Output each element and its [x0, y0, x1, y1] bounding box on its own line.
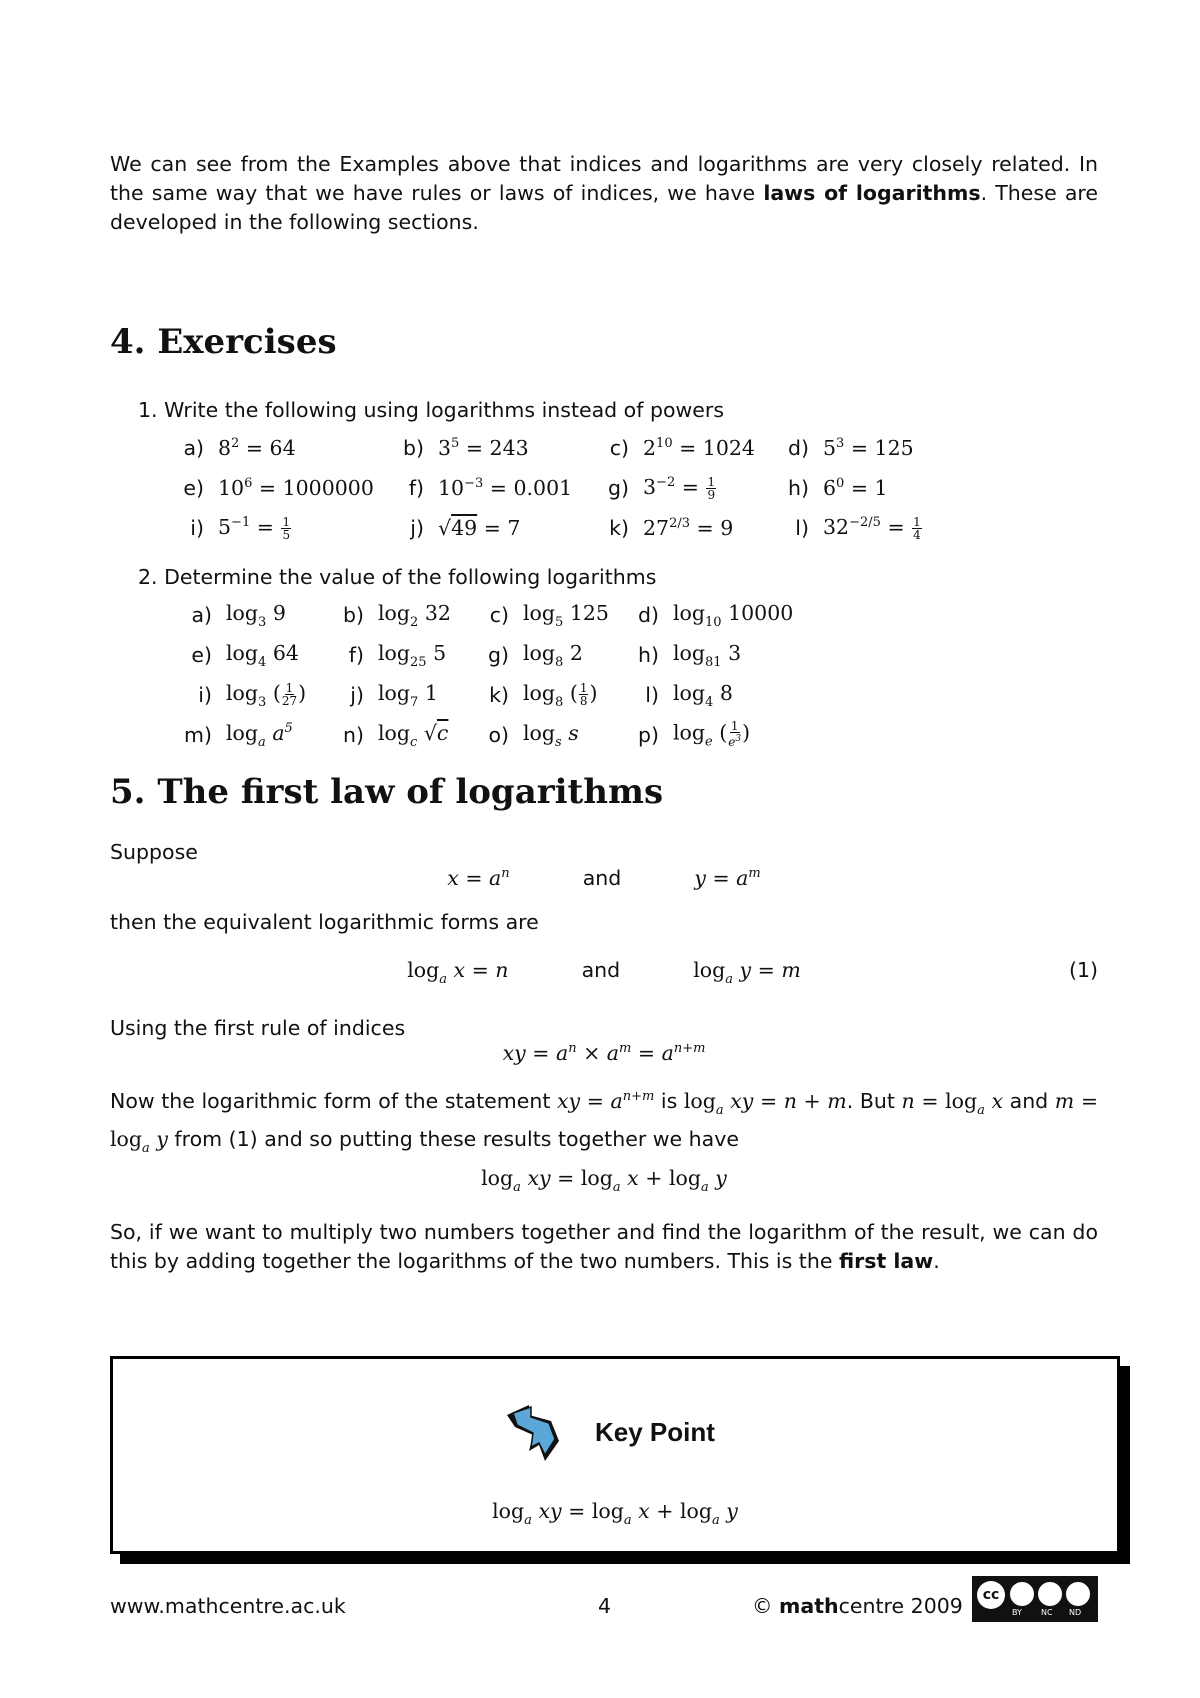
ex2-item: i) $\log_3$ ( $\frac{1}{27}$ ) [198, 680, 307, 710]
ex2-item: n) $\log_c √c$ [343, 720, 449, 750]
nd-label: ND [1069, 1608, 1082, 1617]
cc-license-badge [972, 1576, 1098, 1622]
exercise-1-prompt: 1. Write the following using logarithms instead of powers [138, 398, 725, 422]
ex1-item: i) $5^{-1}$ = $\frac{1}{5}$ [190, 515, 291, 542]
key-point-title: Key Point [595, 1417, 715, 1447]
footer-copyright [752, 1594, 963, 1618]
now-paragraph: Now the logarithmic form of the statement xy = $a^{n+m}$ is $\log_a$ xy = n + m. But $n = \log_a x$ and $m = \log_a y$ from (1) and so putting these results together we have [110, 1089, 1098, 1156]
ex2-item: k) $\log_8$ ( $\frac{1}{8}$ ) [489, 680, 598, 710]
ex2-item: f) $\log_{25} 5$ [348, 640, 447, 670]
cc-icon: cc [977, 1581, 1005, 1609]
brand-bold: math [779, 1594, 839, 1618]
section-5-title: 5. The first law of logarithms [110, 772, 664, 812]
ex2-item: c) $\log_5 125$ [489, 600, 609, 630]
ex2-item: j) $\log_7 1$ [350, 680, 438, 710]
ex1-item: e) $10^6 = 1000000$ [183, 476, 374, 500]
ex2-item: e) $\log_4 64$ [191, 640, 299, 670]
footer-url: www.mathcentre.ac.uk [110, 1594, 346, 1618]
by-label: BY [1012, 1608, 1022, 1617]
key-point-arrow-icon [499, 1401, 565, 1467]
nc-icon [1038, 1582, 1062, 1606]
ex1-item: g) $3^{-2}$ = $\frac{1}{9}$ [607, 475, 716, 502]
page-number: 4 [598, 1594, 612, 1618]
brand-rest: centre 2009 [838, 1594, 963, 1618]
document-page [110, 0, 1098, 1698]
exercise-2-grid [182, 595, 797, 755]
key-point-box [110, 1356, 1120, 1554]
ex1-item: j) √49 = 7 [410, 516, 521, 540]
ex2-item: o) $\log_s s$ [488, 720, 579, 750]
ex1-item: b) $3^5 = 243$ [402, 436, 529, 460]
ex1-item: l) $32^{-2/5}$ = $\frac{1}{4}$ [795, 515, 921, 542]
key-point-equation: $\log_a$ xy = $\log_a x + \log_a y$ [492, 1499, 738, 1528]
ex2-item: h) $\log_{81} 3$ [638, 640, 742, 670]
so-paragraph: So, if we want to multiply two numbers together and find the logarithm of the result, we can do this by adding together the logarithms of the two numbers. This is the first law. [110, 1220, 1098, 1273]
equation-indices: xy = $a^n \times a^m = a^{n+m}$ [502, 1041, 706, 1065]
ex2-item: b) $\log_2 32$ [342, 600, 451, 630]
nd-icon [1066, 1582, 1090, 1606]
ex2-item: m) $\log_a a^5$ [184, 720, 293, 750]
exercise-1-grid [182, 428, 987, 548]
ex1-item: c) $2^{10} = 1024$ [609, 436, 755, 460]
ex2-item: a) $\log_3 9$ [191, 600, 286, 630]
ex1-item: f) $10^{-3} = 0.001$ [408, 476, 573, 500]
ex2-item: g) $\log_8 2$ [487, 640, 583, 670]
equation-logforms: $\log_a x = n$ and $\log_a y = m$ [407, 958, 801, 987]
by-icon [1010, 1582, 1034, 1606]
ex1-item: d) $5^3 = 125$ [787, 436, 914, 460]
copyright-symbol: © [752, 1594, 773, 1618]
intro-bold: laws of logarithms [763, 181, 981, 205]
using-text: Using the first rule of indices [110, 1016, 406, 1040]
intro-paragraph [110, 150, 1098, 237]
equation-powers: $x = a^n$ and $y = a^m$ [447, 866, 761, 890]
ex1-item: k) $27^{2/3} = 9$ [609, 516, 734, 540]
ex1-item: a) $8^2 = 64$ [183, 436, 296, 460]
ex2-item: l) $\log_4 8$ [645, 680, 733, 710]
ex2-item: d) $\log_{10} 10000$ [637, 600, 794, 630]
suppose-text: Suppose [110, 840, 198, 864]
intro-text-end: . These are developed in the following sections. [110, 181, 1099, 234]
exercise-2-prompt: 2. Determine the value of the following logarithms [138, 565, 657, 589]
ex2-item: p) $\log_e$ ( $\frac{1}{e^3}$ ) [637, 719, 751, 750]
equation-number: (1) [1068, 958, 1098, 982]
then-text: then the equivalent logarithmic forms are [110, 910, 539, 934]
equation-first-law: $\log_a$ xy = $\log_a x + \log_a y$ [481, 1166, 727, 1195]
nc-label: NC [1041, 1608, 1053, 1617]
intro-text: We can see from the Examples above that indices and logarithms are very closely related. In the same way that we have rules or laws of indices, we have [110, 152, 1098, 205]
ex1-item: h) $6^0 = 1$ [788, 476, 888, 500]
section-4-title: 4. Exercises [110, 322, 337, 362]
